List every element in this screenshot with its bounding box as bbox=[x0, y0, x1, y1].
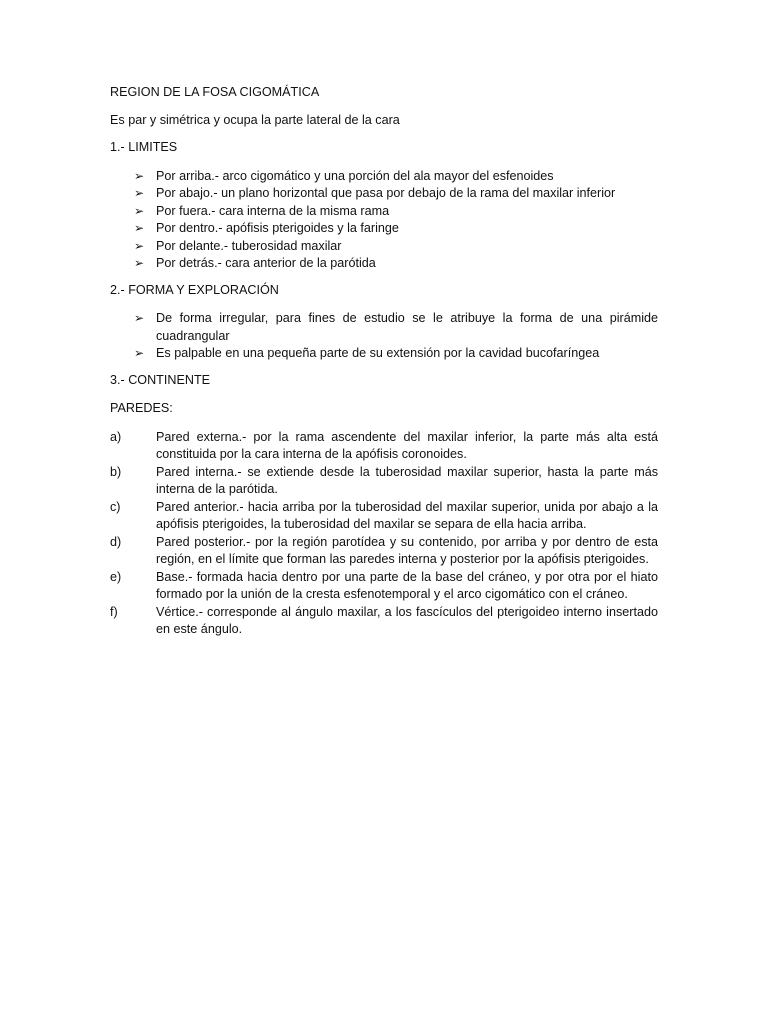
list-item bbox=[134, 185, 658, 203]
list-item-text: Vértice.- corresponde al ángulo maxilar, a los fascículos del pterigoideo interno insertado en este ángulo. bbox=[156, 604, 658, 636]
list-item bbox=[134, 255, 658, 273]
forma-list bbox=[110, 310, 658, 363]
list-item-text: Pared anterior.- hacia arriba por la tuberosidad del maxilar superior, unida por abajo a la apófisis pterigoides, la tuberosidad del maxilar se separa de ella hacia arriba. bbox=[156, 499, 658, 531]
limits-list bbox=[110, 168, 658, 273]
arrow-bullet-icon: ➢ bbox=[134, 346, 145, 360]
list-item bbox=[134, 168, 658, 186]
section-heading-limites: 1.- LIMITES bbox=[110, 140, 178, 154]
list-item bbox=[134, 345, 658, 363]
list-item-text: Pared posterior.- por la región parotídea y su contenido, por arriba y por dentro de esta región, en el límite que forman las paredes interna y posterior por la apófisis pterigoides. bbox=[156, 534, 658, 566]
list-item bbox=[134, 220, 658, 238]
list-item bbox=[110, 499, 658, 534]
arrow-bullet-icon: ➢ bbox=[134, 256, 145, 270]
list-letter: d) bbox=[110, 534, 122, 549]
arrow-bullet-icon: ➢ bbox=[134, 221, 145, 235]
section-heading-continente: 3.- CONTINENTE bbox=[110, 372, 211, 387]
list-item-text: Por fuera.- cara interna de la misma rama bbox=[156, 203, 390, 218]
arrow-bullet-icon: ➢ bbox=[134, 238, 145, 253]
list-letter: f) bbox=[110, 604, 118, 619]
list-item-text: Es palpable en una pequeña parte de su extensión por la cavidad bucofaríngea bbox=[156, 346, 600, 360]
arrow-bullet-icon: ➢ bbox=[134, 203, 145, 218]
list-item bbox=[134, 310, 658, 345]
arrow-bullet-icon: ➢ bbox=[134, 168, 145, 183]
list-letter: b) bbox=[110, 464, 122, 479]
list-item-text: Pared externa.- por la rama ascendente del maxilar inferior, la parte más alta está constituida por la cara interna de la apófisis coronoides. bbox=[156, 429, 658, 461]
list-item bbox=[110, 534, 658, 569]
list-item-text: Pared interna.- se extiende desde la tuberosidad maxilar superior, hasta la parte más interna de la parótida. bbox=[156, 464, 658, 496]
intro-paragraph: Es par y simétrica y ocupa la parte lateral de la cara bbox=[110, 112, 400, 127]
document-page bbox=[110, 84, 658, 639]
list-letter: a) bbox=[110, 429, 122, 444]
list-item-text: Por arriba.- arco cigomático y una porción del ala mayor del esfenoides bbox=[156, 168, 554, 183]
list-item bbox=[134, 203, 658, 221]
paredes-list bbox=[110, 429, 658, 639]
list-letter: e) bbox=[110, 569, 122, 584]
list-item bbox=[110, 569, 658, 604]
list-item bbox=[134, 238, 658, 256]
list-item-text: Base.- formada hacia dentro por una parte de la base del cráneo, y por otra por el hiato formado por la unión de la cresta esfenotemporal y el arco cigomático con el cráneo. bbox=[156, 569, 658, 601]
document-title: REGION DE LA FOSA CIGOMÁTICA bbox=[110, 85, 320, 99]
list-item bbox=[110, 464, 658, 499]
section-heading-forma: 2.- FORMA Y EXPLORACIÓN bbox=[110, 282, 279, 297]
list-item-text: Por detrás.- cara anterior de la parótida bbox=[156, 256, 376, 270]
list-item-text: De forma irregular, para fines de estudio se le atribuye la forma de una pirámide cuadrangular bbox=[156, 311, 658, 343]
list-item-text: Por delante.- tuberosidad maxilar bbox=[156, 238, 342, 253]
list-item-text: Por dentro.- apófisis pterigoides y la faringe bbox=[156, 221, 399, 235]
list-item bbox=[110, 604, 658, 639]
arrow-bullet-icon: ➢ bbox=[134, 186, 145, 200]
list-item-text: Por abajo.- un plano horizontal que pasa por debajo de la rama del maxilar inferior bbox=[156, 186, 616, 200]
list-item bbox=[110, 429, 658, 464]
list-letter: c) bbox=[110, 499, 121, 514]
arrow-bullet-icon: ➢ bbox=[134, 311, 145, 325]
subheading-paredes: PAREDES: bbox=[110, 401, 173, 415]
